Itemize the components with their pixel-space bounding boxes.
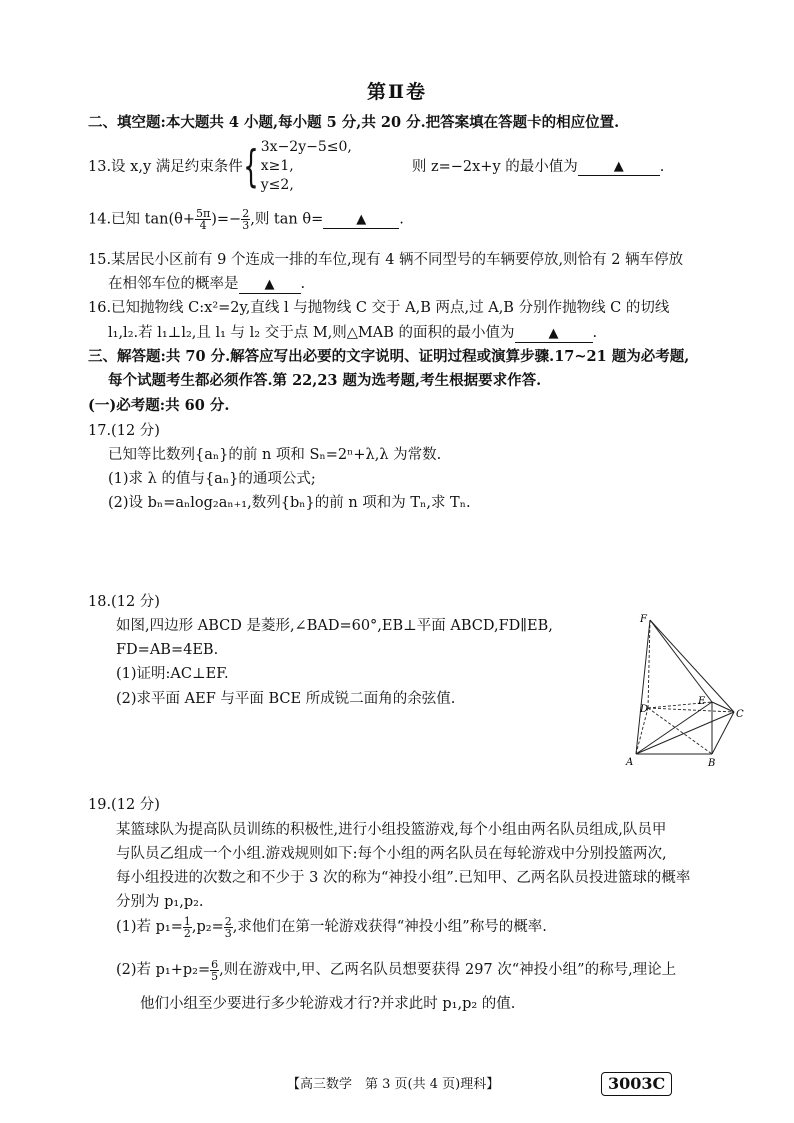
q13-cond3: y≤2, <box>260 177 294 193</box>
edge-fc <box>650 620 734 712</box>
answer-triangle-icon: ▲ <box>613 158 624 174</box>
q16-end: . <box>592 325 598 341</box>
q14-prefix: 14.已知 tan(θ+ <box>88 211 196 228</box>
edge-fe <box>650 620 712 702</box>
q19-part1-c: ,求他们在第一轮游戏获得“神投小组”称号的概率. <box>232 919 547 935</box>
q13-prefix: 13.设 x,y 满足约束条件 <box>88 158 243 175</box>
question-15-line2 <box>108 274 305 294</box>
question-13 <box>88 138 664 196</box>
answer-triangle-icon: ▲ <box>264 277 275 292</box>
q17-label: 17.(12 分) <box>88 423 160 439</box>
q14-frac2-den: 3 <box>242 219 250 232</box>
q19-fraction-2-3 <box>224 916 233 939</box>
q19-f3-num: 6 <box>211 957 219 971</box>
q19-line2: 与队员乙组成一个小组.游戏规则如下:每个小组的两名队员在每轮游戏中分别投篮两次, <box>116 846 667 862</box>
q19-part2-b: ,则在游戏中,甲、乙两名队员想要获得 297 次“神投小组”的称号,理论上 <box>219 962 677 978</box>
q14-frac-num: 5π <box>196 207 211 220</box>
q15-line2-text: 在相邻车位的概率是 <box>108 276 239 292</box>
label-B: B <box>708 758 716 769</box>
q14-answer-blank[interactable] <box>323 211 399 229</box>
q13-end: . <box>659 158 665 175</box>
q13-brace: { <box>243 140 259 192</box>
q19-line4: 分别为 p₁,p₂. <box>116 894 204 910</box>
q14-frac2-num: 2 <box>242 207 250 220</box>
page-footer: 【高三数学 第 3 页(共 4 页)理科】 <box>287 1077 500 1092</box>
edge-dc <box>648 708 734 712</box>
q19-f2-num: 2 <box>224 914 232 928</box>
label-E: E <box>698 696 706 707</box>
q13-answer-blank[interactable] <box>578 158 660 176</box>
q19-part2-a: (2)若 p₁+p₂= <box>116 962 211 978</box>
q19-line1: 某篮球队为提高队员训练的积极性,进行小组投篮游戏,每个小组由两名队员组成,队员甲 <box>116 822 667 838</box>
q17-part2: (2)设 bₙ=aₙlog₂aₙ₊₁,数列{bₙ}的前 n 项和为 Tₙ,求 Tₙ. <box>108 495 471 511</box>
label-A: A <box>626 757 634 768</box>
q19-part1-b: ,p₂= <box>191 919 224 935</box>
question-15-line1: 15.某居民小区前有 9 个连成一排的车位,现有 4 辆不同型号的车辆要停放,则恰有 2 辆车停放 <box>88 252 684 268</box>
q18-part2: (2)求平面 AEF 与平面 BCE 所成锐二面角的余弦值. <box>116 691 456 707</box>
q16-answer-blank[interactable] <box>515 325 593 343</box>
q14-suffix: ,则 tan θ= <box>250 211 324 228</box>
q13-cond2: x≥1, <box>260 158 294 174</box>
q19-line3: 每小组投进的次数之和不少于 3 次的称为“神投小组”.已知甲、乙两名队员投进篮球的概率 <box>116 870 691 886</box>
q17-stem: 已知等比数列{aₙ}的前 n 项和 Sₙ=2ⁿ+λ,λ 为常数. <box>108 447 442 463</box>
q13-cond1: 3x−2y−5≤0, <box>260 139 352 155</box>
question-14 <box>88 208 404 236</box>
q19-part1 <box>116 912 547 942</box>
q19-part1-a: (1)若 p₁= <box>116 919 183 935</box>
q19-part2-line2: 他们小组至少要进行多少轮游戏才行?并求此时 p₁,p₂ 的值. <box>140 996 516 1012</box>
q19-f2-den: 3 <box>224 926 232 940</box>
q18-stem2: FD=AB=4EB. <box>116 642 219 658</box>
q14-fraction-5pi-4 <box>195 208 211 231</box>
q19-f1-den: 2 <box>183 926 191 940</box>
q14-frac-den: 4 <box>199 219 207 232</box>
edge-ec <box>712 702 734 712</box>
q19-f3-den: 5 <box>211 969 219 983</box>
edge-db <box>648 708 712 754</box>
q14-fraction-2-3 <box>241 208 250 231</box>
solutions-heading-line2: 每个试题考生都必须作答.第 22,23 题为选考题,考生根据要求作答. <box>108 372 542 389</box>
required-heading: (一)必考题:共 60 分. <box>88 397 230 414</box>
edge-bc <box>712 712 734 754</box>
edge-ac <box>636 712 734 754</box>
fill-in-heading: 二、填空题:本大题共 4 小题,每小题 5 分,共 20 分.把答案填在答题卡的相应位置. <box>88 114 620 131</box>
q19-f1-num: 1 <box>183 914 191 928</box>
answer-triangle-icon: ▲ <box>356 211 367 227</box>
q18-part1: (1)证明:AC⊥EF. <box>116 666 229 682</box>
q18-geometry-figure <box>620 610 760 770</box>
q15-answer-blank[interactable] <box>239 276 301 294</box>
q18-stem1: 如图,四边形 ABCD 是菱形,∠BAD=60°,EB⊥平面 ABCD,FD∥EB, <box>116 618 553 634</box>
q17-part1: (1)求 λ 的值与{aₙ}的通项公式; <box>108 471 316 487</box>
q13-middle: 则 z=−2x+y 的最小值为 <box>411 158 578 175</box>
q13-conditions <box>261 138 352 195</box>
q18-label: 18.(12 分) <box>88 594 160 610</box>
label-F: F <box>640 614 647 625</box>
label-C: C <box>736 709 744 720</box>
q15-end: . <box>300 276 306 292</box>
solutions-heading-line1: 三、解答题:共 70 分.解答应写出必要的文字说明、证明过程或演算步骤.17~21 题为必考题, <box>88 348 690 365</box>
q19-part2 <box>116 955 676 985</box>
q19-label: 19.(12 分) <box>88 797 160 813</box>
exam-code-badge: 3003C <box>601 1072 672 1096</box>
q19-fraction-1-2 <box>183 916 192 939</box>
section-title: 第Ⅱ卷 <box>366 81 427 103</box>
question-16-line2 <box>108 323 597 343</box>
q16-line2-text: l₁,l₂.若 l₁⊥l₂,且 l₁ 与 l₂ 交于点 M,则△MAB 的面积的最小值为 <box>108 325 515 341</box>
q14-mid: )=− <box>211 211 242 228</box>
question-16-line1: 16.已知抛物线 C:x²=2y,直线 l 与抛物线 C 交于 A,B 两点,过 A,B 分别作抛物线 C 的切线 <box>88 300 670 316</box>
q19-fraction-6-5 <box>210 959 219 982</box>
q14-end: . <box>399 211 404 228</box>
label-D: D <box>640 704 649 715</box>
answer-triangle-icon: ▲ <box>548 326 559 341</box>
edge-fa <box>636 620 650 754</box>
